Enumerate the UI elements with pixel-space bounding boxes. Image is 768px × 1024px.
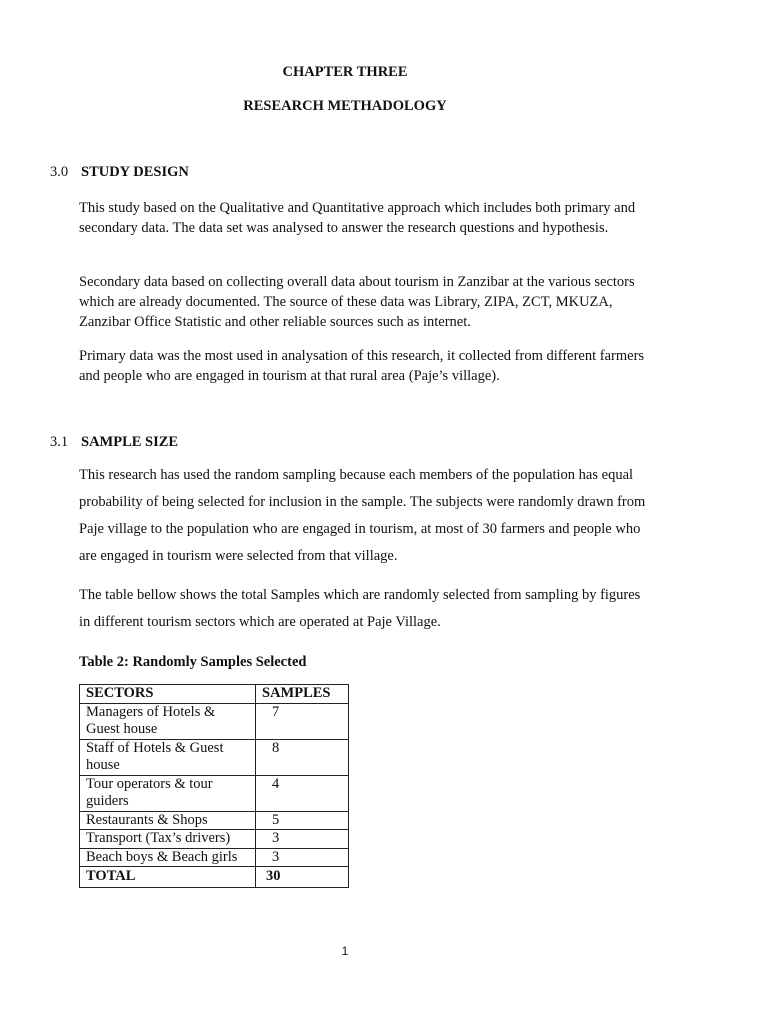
samples-cell: 7 <box>256 703 349 739</box>
table-total-row <box>80 867 349 888</box>
samples-cell: 4 <box>256 775 349 811</box>
total-value-cell: 30 <box>256 867 349 888</box>
sector-cell: Beach boys & Beach girls <box>80 848 256 867</box>
table-row <box>80 811 349 830</box>
section-title: STUDY DESIGN <box>81 164 189 180</box>
table-header-row <box>80 685 349 704</box>
sector-cell: Staff of Hotels & Guest house <box>80 739 256 775</box>
table-row <box>80 739 349 775</box>
section-heading-sample-size <box>50 434 178 451</box>
samples-table <box>79 684 349 888</box>
sector-cell: Restaurants & Shops <box>80 811 256 830</box>
paragraph-sample-size-1: This research has used the random sampling because each members of the population has equal probability of being selected for inclusion in the sample. The subjects were randomly drawn from Paje village to the population who are engaged in tourism, at most of 30 farmers and people who are engaged in tourism were selected from that village. <box>79 467 646 564</box>
samples-cell: 3 <box>256 848 349 867</box>
header-samples: SAMPLES <box>256 685 349 704</box>
paragraph-study-design-3: Primary data was the most used in analysation of this research, it collected from different farmers and people who are engaged in tourism at that rural area (Paje’s village). <box>79 348 645 384</box>
table-row <box>80 775 349 811</box>
paragraph-study-design-1: This study based on the Qualitative and Quantitative approach which includes both primary and secondary data. The data set was analysed to answer the research questions and hypothesis. <box>79 200 636 236</box>
samples-cell: 8 <box>256 739 349 775</box>
chapter-heading: CHAPTER THREE <box>282 64 408 80</box>
table-row <box>80 830 349 849</box>
header-sectors: SECTORS <box>80 685 256 704</box>
sector-cell: Managers of Hotels & Guest house <box>80 703 256 739</box>
paragraph-sample-size-2: The table bellow shows the total Samples which are randomly selected from sampling by figures in different tourism sectors which are operated at Paje Village. <box>79 587 641 630</box>
section-title: SAMPLE SIZE <box>81 434 179 450</box>
page-number: 1 <box>341 944 349 958</box>
sector-cell: Transport (Tax’s drivers) <box>80 830 256 849</box>
samples-cell: 3 <box>256 830 349 849</box>
chapter-subheading: RESEARCH METHADOLOGY <box>243 98 447 114</box>
section-heading-study-design <box>50 164 189 181</box>
paragraph-study-design-2: Secondary data based on collecting overall data about tourism in Zanzibar at the various sectors which are already documented. The source of these data was Library, ZIPA, ZCT, MKUZA, Zanzibar Office Statistic and other reliable sources such as internet. <box>79 274 635 330</box>
total-label-cell: TOTAL <box>80 867 256 888</box>
table-caption: Table 2: Randomly Samples Selected <box>79 654 307 670</box>
table-row <box>80 848 349 867</box>
table-row <box>80 703 349 739</box>
samples-cell: 5 <box>256 811 349 830</box>
sector-cell: Tour operators & tour guiders <box>80 775 256 811</box>
section-number: 3.1 <box>50 434 69 450</box>
section-number: 3.0 <box>50 164 69 180</box>
